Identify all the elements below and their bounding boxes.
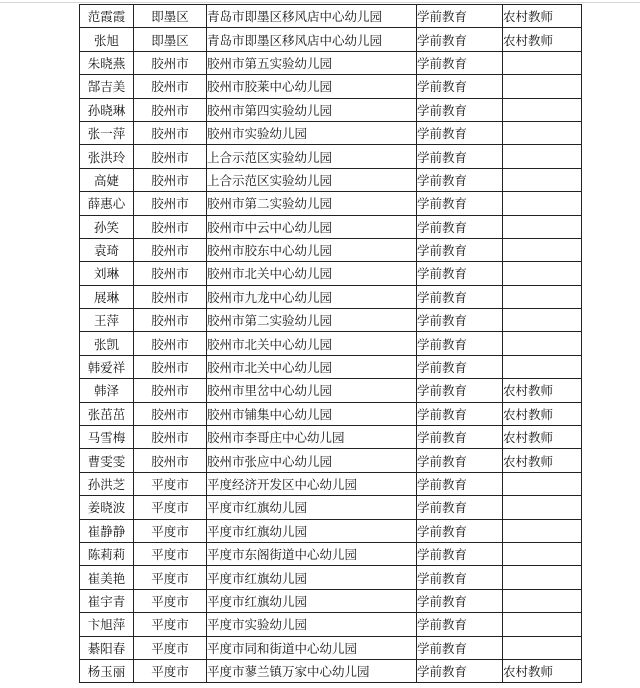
note-cell bbox=[503, 51, 582, 74]
note-cell bbox=[503, 262, 582, 285]
subject-cell: 学前教育 bbox=[417, 285, 503, 308]
teacher-name-cell: 韩爱祥 bbox=[80, 355, 134, 378]
note-cell bbox=[503, 75, 582, 98]
teacher-name-cell: 张旭 bbox=[80, 28, 134, 51]
district-cell: 胶州市 bbox=[134, 75, 207, 98]
teacher-roster-table bbox=[79, 4, 582, 683]
subject-cell: 学前教育 bbox=[417, 192, 503, 215]
note-cell bbox=[503, 121, 582, 144]
teacher-name-cell: 郜吉美 bbox=[80, 75, 134, 98]
district-cell: 胶州市 bbox=[134, 402, 207, 425]
teacher-name-cell: 姜晓波 bbox=[80, 496, 134, 519]
teacher-name-cell: 范霞霞 bbox=[80, 5, 134, 28]
subject-cell: 学前教育 bbox=[417, 145, 503, 168]
school-cell: 胶州市实验幼儿园 bbox=[207, 121, 417, 144]
table-row bbox=[80, 238, 582, 261]
school-cell: 平度市红旗幼儿园 bbox=[207, 589, 417, 612]
teacher-name-cell: 展琳 bbox=[80, 285, 134, 308]
table-row bbox=[80, 496, 582, 519]
subject-cell: 学前教育 bbox=[417, 238, 503, 261]
school-cell: 平度市蓼兰镇万家中心幼儿园 bbox=[207, 659, 417, 682]
subject-cell: 学前教育 bbox=[417, 496, 503, 519]
school-cell: 胶州市李哥庄中心幼儿园 bbox=[207, 426, 417, 449]
note-cell bbox=[503, 215, 582, 238]
school-cell: 平度市实验幼儿园 bbox=[207, 613, 417, 636]
subject-cell: 学前教育 bbox=[417, 215, 503, 238]
district-cell: 胶州市 bbox=[134, 168, 207, 191]
note-cell bbox=[503, 145, 582, 168]
note-cell bbox=[503, 589, 582, 612]
district-cell: 胶州市 bbox=[134, 51, 207, 74]
teacher-name-cell: 王萍 bbox=[80, 309, 134, 332]
teacher-name-cell: 韩泽 bbox=[80, 379, 134, 402]
page-top-rule bbox=[0, 2, 640, 3]
teacher-name-cell: 崔静静 bbox=[80, 519, 134, 542]
district-cell: 胶州市 bbox=[134, 309, 207, 332]
district-cell: 平度市 bbox=[134, 636, 207, 659]
note-cell: 农村教师 bbox=[503, 426, 582, 449]
table-row bbox=[80, 51, 582, 74]
district-cell: 胶州市 bbox=[134, 332, 207, 355]
subject-cell: 学前教育 bbox=[417, 449, 503, 472]
table-row bbox=[80, 355, 582, 378]
teacher-name-cell: 张洪玲 bbox=[80, 145, 134, 168]
subject-cell: 学前教育 bbox=[417, 262, 503, 285]
district-cell: 胶州市 bbox=[134, 238, 207, 261]
table-row bbox=[80, 402, 582, 425]
teacher-name-cell: 崔宇青 bbox=[80, 589, 134, 612]
district-cell: 胶州市 bbox=[134, 145, 207, 168]
note-cell: 农村教师 bbox=[503, 449, 582, 472]
teacher-name-cell: 陈莉莉 bbox=[80, 542, 134, 565]
subject-cell: 学前教育 bbox=[417, 28, 503, 51]
district-cell: 胶州市 bbox=[134, 379, 207, 402]
teacher-name-cell: 张凯 bbox=[80, 332, 134, 355]
teacher-name-cell: 杨玉丽 bbox=[80, 659, 134, 682]
table-row bbox=[80, 659, 582, 682]
note-cell bbox=[503, 613, 582, 636]
note-cell bbox=[503, 238, 582, 261]
note-cell bbox=[503, 355, 582, 378]
note-cell: 农村教师 bbox=[503, 5, 582, 28]
district-cell: 平度市 bbox=[134, 472, 207, 495]
table-row bbox=[80, 613, 582, 636]
district-cell: 胶州市 bbox=[134, 449, 207, 472]
table-row bbox=[80, 589, 582, 612]
district-cell: 胶州市 bbox=[134, 355, 207, 378]
teacher-name-cell: 袁琦 bbox=[80, 238, 134, 261]
subject-cell: 学前教育 bbox=[417, 519, 503, 542]
subject-cell: 学前教育 bbox=[417, 5, 503, 28]
subject-cell: 学前教育 bbox=[417, 168, 503, 191]
teacher-name-cell: 薛惠心 bbox=[80, 192, 134, 215]
subject-cell: 学前教育 bbox=[417, 589, 503, 612]
school-cell: 胶州市第四实验幼儿园 bbox=[207, 98, 417, 121]
school-cell: 平度市红旗幼儿园 bbox=[207, 519, 417, 542]
note-cell bbox=[503, 496, 582, 519]
teacher-name-cell: 曹雯雯 bbox=[80, 449, 134, 472]
school-cell: 胶州市张应中心幼儿园 bbox=[207, 449, 417, 472]
school-cell: 胶州市第五实验幼儿园 bbox=[207, 51, 417, 74]
note-cell bbox=[503, 542, 582, 565]
table-row bbox=[80, 121, 582, 144]
district-cell: 即墨区 bbox=[134, 28, 207, 51]
district-cell: 平度市 bbox=[134, 659, 207, 682]
table-row bbox=[80, 262, 582, 285]
district-cell: 胶州市 bbox=[134, 192, 207, 215]
district-cell: 平度市 bbox=[134, 566, 207, 589]
school-cell: 胶州市北关中心幼儿园 bbox=[207, 355, 417, 378]
teacher-name-cell: 张茁茁 bbox=[80, 402, 134, 425]
note-cell: 农村教师 bbox=[503, 28, 582, 51]
table-row bbox=[80, 192, 582, 215]
school-cell: 胶州市第二实验幼儿园 bbox=[207, 192, 417, 215]
table-row bbox=[80, 98, 582, 121]
school-cell: 平度市红旗幼儿园 bbox=[207, 496, 417, 519]
subject-cell: 学前教育 bbox=[417, 659, 503, 682]
table-row bbox=[80, 379, 582, 402]
subject-cell: 学前教育 bbox=[417, 121, 503, 144]
note-cell bbox=[503, 98, 582, 121]
note-cell bbox=[503, 168, 582, 191]
note-cell bbox=[503, 519, 582, 542]
note-cell bbox=[503, 309, 582, 332]
table-row bbox=[80, 542, 582, 565]
subject-cell: 学前教育 bbox=[417, 636, 503, 659]
note-cell bbox=[503, 566, 582, 589]
district-cell: 胶州市 bbox=[134, 121, 207, 144]
note-cell bbox=[503, 332, 582, 355]
school-cell: 平度市同和街道中心幼儿园 bbox=[207, 636, 417, 659]
table-row bbox=[80, 472, 582, 495]
school-cell: 青岛市即墨区移风店中心幼儿园 bbox=[207, 28, 417, 51]
subject-cell: 学前教育 bbox=[417, 355, 503, 378]
teacher-name-cell: 张一萍 bbox=[80, 121, 134, 144]
table-row bbox=[80, 168, 582, 191]
note-cell bbox=[503, 472, 582, 495]
subject-cell: 学前教育 bbox=[417, 379, 503, 402]
teacher-name-cell: 綦阳春 bbox=[80, 636, 134, 659]
table-row bbox=[80, 75, 582, 98]
teacher-name-cell: 孙洪芝 bbox=[80, 472, 134, 495]
table-row bbox=[80, 426, 582, 449]
school-cell: 胶州市里岔中心幼儿园 bbox=[207, 379, 417, 402]
note-cell bbox=[503, 636, 582, 659]
note-cell: 农村教师 bbox=[503, 402, 582, 425]
school-cell: 青岛市即墨区移风店中心幼儿园 bbox=[207, 5, 417, 28]
teacher-name-cell: 孙晓琳 bbox=[80, 98, 134, 121]
school-cell: 胶州市第二实验幼儿园 bbox=[207, 309, 417, 332]
teacher-name-cell: 卞旭萍 bbox=[80, 613, 134, 636]
teacher-name-cell: 高婕 bbox=[80, 168, 134, 191]
school-cell: 胶州市九龙中心幼儿园 bbox=[207, 285, 417, 308]
school-cell: 胶州市北关中心幼儿园 bbox=[207, 332, 417, 355]
school-cell: 胶州市铺集中心幼儿园 bbox=[207, 402, 417, 425]
teacher-name-cell: 朱晓燕 bbox=[80, 51, 134, 74]
school-cell: 平度经济开发区中心幼儿园 bbox=[207, 472, 417, 495]
table-row bbox=[80, 309, 582, 332]
subject-cell: 学前教育 bbox=[417, 309, 503, 332]
district-cell: 即墨区 bbox=[134, 5, 207, 28]
district-cell: 平度市 bbox=[134, 542, 207, 565]
teacher-name-cell: 马雪梅 bbox=[80, 426, 134, 449]
roster-body bbox=[80, 5, 582, 683]
district-cell: 胶州市 bbox=[134, 98, 207, 121]
district-cell: 胶州市 bbox=[134, 215, 207, 238]
table-row bbox=[80, 28, 582, 51]
subject-cell: 学前教育 bbox=[417, 75, 503, 98]
school-cell: 胶州市北关中心幼儿园 bbox=[207, 262, 417, 285]
school-cell: 平度市东阁街道中心幼儿园 bbox=[207, 542, 417, 565]
subject-cell: 学前教育 bbox=[417, 98, 503, 121]
district-cell: 平度市 bbox=[134, 496, 207, 519]
note-cell bbox=[503, 285, 582, 308]
table-row bbox=[80, 519, 582, 542]
subject-cell: 学前教育 bbox=[417, 613, 503, 636]
district-cell: 胶州市 bbox=[134, 262, 207, 285]
subject-cell: 学前教育 bbox=[417, 402, 503, 425]
school-cell: 胶州市胶莱中心幼儿园 bbox=[207, 75, 417, 98]
school-cell: 胶州市中云中心幼儿园 bbox=[207, 215, 417, 238]
teacher-name-cell: 刘琳 bbox=[80, 262, 134, 285]
note-cell bbox=[503, 192, 582, 215]
teacher-name-cell: 崔美艳 bbox=[80, 566, 134, 589]
table-row bbox=[80, 145, 582, 168]
district-cell: 胶州市 bbox=[134, 285, 207, 308]
subject-cell: 学前教育 bbox=[417, 542, 503, 565]
subject-cell: 学前教育 bbox=[417, 472, 503, 495]
school-cell: 平度市红旗幼儿园 bbox=[207, 566, 417, 589]
subject-cell: 学前教育 bbox=[417, 426, 503, 449]
district-cell: 平度市 bbox=[134, 613, 207, 636]
note-cell: 农村教师 bbox=[503, 379, 582, 402]
table-row bbox=[80, 285, 582, 308]
school-cell: 上合示范区实验幼儿园 bbox=[207, 145, 417, 168]
subject-cell: 学前教育 bbox=[417, 332, 503, 355]
table-row bbox=[80, 449, 582, 472]
table-row bbox=[80, 215, 582, 238]
district-cell: 胶州市 bbox=[134, 426, 207, 449]
district-cell: 平度市 bbox=[134, 589, 207, 612]
school-cell: 上合示范区实验幼儿园 bbox=[207, 168, 417, 191]
table-row bbox=[80, 5, 582, 28]
teacher-name-cell: 孙笑 bbox=[80, 215, 134, 238]
subject-cell: 学前教育 bbox=[417, 566, 503, 589]
table-row bbox=[80, 636, 582, 659]
note-cell: 农村教师 bbox=[503, 659, 582, 682]
table-row bbox=[80, 332, 582, 355]
subject-cell: 学前教育 bbox=[417, 51, 503, 74]
school-cell: 胶州市胶东中心幼儿园 bbox=[207, 238, 417, 261]
district-cell: 平度市 bbox=[134, 519, 207, 542]
table-row bbox=[80, 566, 582, 589]
